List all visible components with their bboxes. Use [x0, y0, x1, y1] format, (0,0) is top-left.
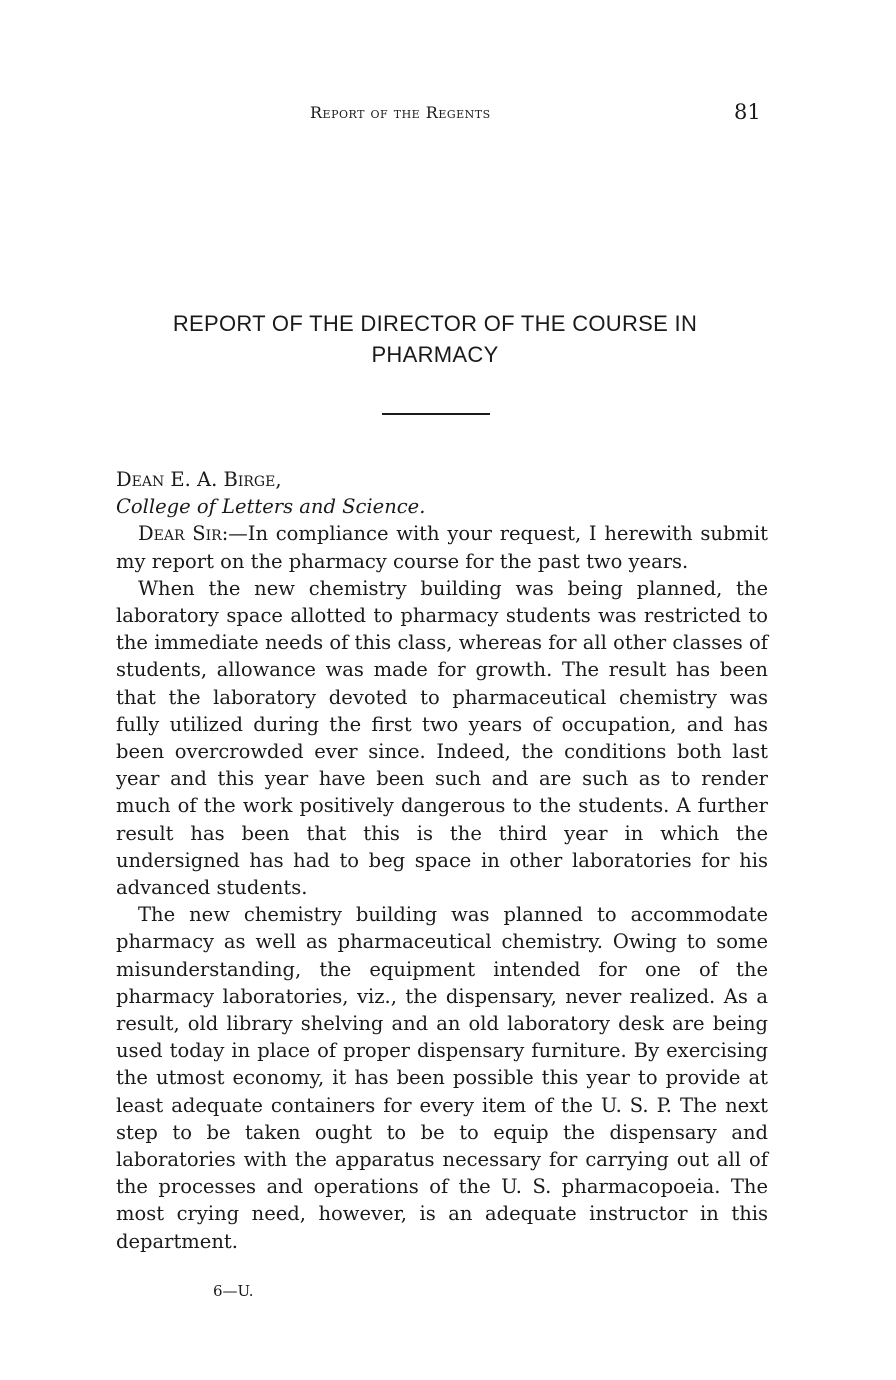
letter-paragraph-2: The new chemistry building was planned to accommodate pharmacy as well as pharmaceutical chemistry. Owing to some misunderstanding, the equipment intended for one of the pharmacy laboratories, viz., the dispensary, never realized. As a result, old library shelving and an old laboratory desk are being used today in place of proper dispensary furniture. By exercising the utmost economy, it has been possible this year to provide at least adequate containers for every item of the U. S. P. The next step to be taken ought to be to equip the dispensary and laboratories with the apparatus necessary for carrying out all of the processes and operations of the U. S. pharmacopoeia. The most crying need, however, is an adequate instructor in this department.	[116, 903, 768, 1253]
title-divider	[382, 413, 490, 415]
letter-body	[116, 466, 768, 1255]
letter-opening-paragraph	[116, 520, 768, 574]
report-title-line-1: REPORT OF THE DIRECTOR OF THE COURSE IN	[172, 311, 698, 336]
letter-addressee-college: College of Letters and Science.	[116, 495, 426, 519]
printer-signature-mark: 6—U.	[213, 1282, 254, 1300]
report-title	[110, 308, 760, 370]
letter-paragraph-1: When the new chemistry building was being planned, the laboratory space allotted to pharmacy students was restricted to the immediate needs of this class, whereas for all other classes of students, allowance was made for growth. The result has been that the laboratory devoted to pharmaceutical chemistry was fully utilized during the first two years of occupation, and has been overcrowded ever since. Indeed, the conditions both last year and this year have been such and are such as to render much of the work positively dangerous to the students. A further result has been that this is the third year in which the undersigned has had to beg space in other laboratories for his advanced students.	[116, 576, 768, 900]
letter-opening-text: :—In compliance with your request, I herewith submit my report on the pharmacy course for the past two years.	[116, 522, 768, 573]
running-head: Report of the Regents	[310, 103, 491, 122]
report-title-line-2: PHARMACY	[371, 342, 499, 367]
letter-addressee: Dean E. A. Birge,	[116, 468, 282, 491]
letter-salutation: Dear Sir	[138, 522, 222, 546]
page-number: 81	[734, 100, 761, 124]
